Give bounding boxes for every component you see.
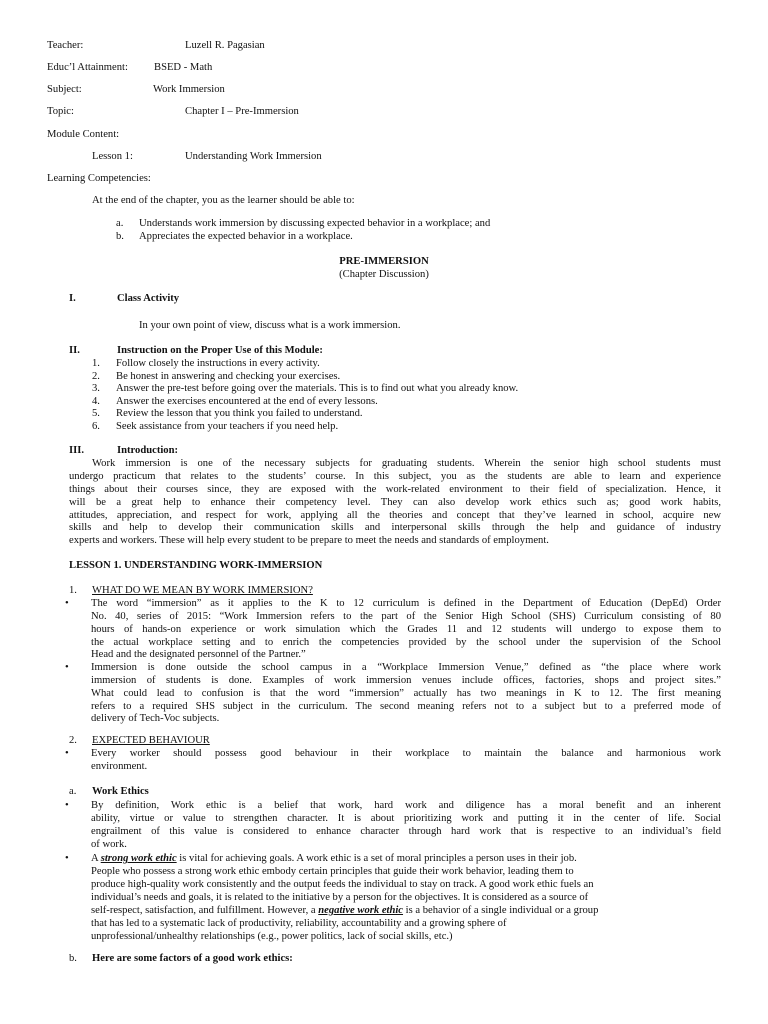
intro-paragraph-line: undergo practicum that relates to the students’ course. In this subject, you as the students are able to learn and experience [69,471,721,482]
teacher-label: Teacher: [47,40,84,51]
sec2-number: II. [69,345,80,356]
s1-b1-line: No. 40, series of 2015: “Work Immersion refers to the part of the Senior High School (SHS) Curriculum consisting of 80 [91,611,721,622]
sb-marker: b. [69,953,77,964]
strong-work-ethic-term: strong work ethic [100,853,177,864]
sa-title: Work Ethics [92,786,149,797]
sec2-item: Seek assistance from your teachers if you need help. [116,421,339,432]
competency-marker-a: a. [116,218,124,229]
sec3-title: Introduction: [117,445,179,456]
intro-paragraph-line: things about their courses since, they are exposed with the work-related environment to their field of specialization. Hence, it [69,484,721,495]
lesson-label: Lesson 1: [92,151,133,162]
negative-work-ethic-term: negative work ethic [318,905,404,916]
sa-b2-rest: is vital for achieving goals. A work ethic is a set of moral principles a person uses in their job. [176,853,577,864]
sa-marker: a. [69,786,77,797]
s1-b1-line: Head and the designated personnel of the Partner.” [91,649,306,660]
sec2-item-num: 4. [92,396,100,407]
lesson1-heading: LESSON 1. UNDERSTANDING WORK-IMMERSION [69,560,323,571]
sa-b2-last-rest: is a behavior of a single individual or a group [403,905,599,916]
sec2-item: Answer the pre-test before going over the materials. This is to find out what you already know. [116,383,519,394]
sec2-item-num: 5. [92,408,100,419]
s1-b2-line: What could lead to confusion is that the word “immersion” actually has two meanings in K to 12. The first meaning [91,688,721,699]
sec1-number: I. [69,293,76,304]
competency-a: Understands work immersion by discussing expected behavior in a workplace; and [139,218,491,229]
bullet-icon: • [65,598,69,609]
s1-b1-line: hours of hands-on experience or work simulation which the Grades 11 and 12 students will undergo to expose them to [91,624,721,635]
sa-b2-line-negative [91,905,598,918]
bullet-icon: • [65,662,69,673]
chapter-title: PRE-IMMERSION [339,256,429,267]
attainment-label: Educ’l Attainment: [47,62,128,73]
s1-b2-line: delivery of Tech-Voc subjects. [91,713,220,724]
chapter-subtitle: (Chapter Discussion) [339,269,429,280]
s1-b2-line: refers to a required SHS subject in the curriculum. The second meaning refers not to a subject but to a preferred mode of [91,701,721,712]
sec2-item: Follow closely the instructions in every activity. [116,358,320,369]
sec2-item: Answer the exercises encountered at the end of every lessons. [116,396,378,407]
s1-b2-line: immersion of students is done. Examples of work immersion venues include offices, factories, shops and project sites.” [91,675,721,686]
bullet-icon: • [65,853,69,864]
intro-paragraph-line: experts and workers. These will help every student to be prepare to meet the needs and standards of employment. [69,535,549,546]
sa-b1-line: engrailment of this value is considered to enhance character through hard work that is respective to an individual’s field [91,826,721,837]
competencies-label: Learning Competencies: [47,173,151,184]
sec3-number: III. [69,445,85,456]
sec2-item: Be honest in answering and checking your exercises. [116,371,341,382]
sa-b1-line: By definition, Work ethic is a belief that work, hard work and diligence has a moral benefit and an inherent [91,800,721,811]
topic-value: Chapter I – Pre-Immersion [185,106,299,117]
sec2-item-num: 6. [92,421,100,432]
sa-b2-first-line [91,853,577,866]
s1-b1-line: the actual workplace setting and to enrich the competencies provided by the school under the supervision of the School [91,637,721,648]
sa-b2-line: unprofessional/unhealthy relationships (e.g., power politics, lack of social skills, etc.) [91,931,453,942]
s1-b2-line: Immersion is done outside the school campus in a “Workplace Immersion Venue,” defined as “the place where work [91,662,721,673]
teacher-value: Luzell R. Pagasian [185,40,265,51]
sec2-item-num: 1. [92,358,100,369]
subject-label: Subject: [47,84,82,95]
intro-paragraph-line: Work immersion is one of the necessary subjects for graduating students. Wherein the senior high school students must [92,458,721,469]
sa-b2-lead: A [91,853,101,864]
bullet-icon: • [65,748,69,759]
sa-b2-last-lead: self-respect, satisfaction, and fulfillment. However, a [91,905,319,916]
sa-b2-line: that has led to a systematic lack of productivity, reliability, accountability and a growing sphere of [91,918,507,929]
s2-heading: EXPECTED BEHAVIOUR [92,735,210,746]
sa-b2-line: produce high-quality work consistently and the output feeds the individual to stay on track. A good work ethic fuels an [91,879,594,890]
intro-paragraph-line: skills and help to develop their communication skills and interpersonal skills through the help and guidance of industry [69,522,721,533]
competency-marker-b: b. [116,231,124,242]
bullet-icon: • [65,800,69,811]
sa-b1-line: of work. [91,839,127,850]
s2-number: 2. [69,735,77,746]
sec2-item: Review the lesson that you think you failed to understand. [116,408,363,419]
topic-label: Topic: [47,106,74,117]
module-label: Module Content: [47,129,120,140]
subject-value: Work Immersion [153,84,225,95]
intro-paragraph-line: will be a great help to enhance their competency level. They can also develop work ethics such as; good work habits, [69,497,721,508]
sa-b1-line: ability, virtue or value to strengthen character. It is about prioritizing work and putting it in the center of life. Social [91,813,721,824]
lesson-value: Understanding Work Immersion [185,151,322,162]
s2-b1-line: environment. [91,761,148,772]
s1-number: 1. [69,585,77,596]
intro-paragraph-line: attitudes, appreciation, and respect for work, applying all the theories and concept that they’ve learned in school, acquire new [69,510,721,521]
sa-b2-line: individual’s needs and goals, it is related to the initiative by a person for the objectives. It is considered as a source of [91,892,589,903]
competency-b: Appreciates the expected behavior in a workplace. [139,231,353,242]
sec1-title: Class Activity [117,293,180,304]
sb-title: Here are some factors of a good work ethics: [92,953,293,964]
s2-b1-line: Every worker should possess good behaviour in their workplace to maintain the balance and harmonious work [91,748,721,759]
s1-heading: WHAT DO WE MEAN BY WORK IMMERSION? [92,585,313,596]
sa-b2-line: People who possess a strong work ethic embody certain principles that guide their work behavior, leading them to [91,866,574,877]
intro-line: At the end of the chapter, you as the learner should be able to: [92,195,355,206]
attainment-value: BSED - Math [154,62,213,73]
sec1-text: In your own point of view, discuss what is a work immersion. [139,320,401,331]
sec2-item-num: 3. [92,383,100,394]
sec2-title: Instruction on the Proper Use of this Module: [117,345,323,356]
sec2-item-num: 2. [92,371,100,382]
s1-b1-line: The word “immersion” as it applies to the K to 12 curriculum is defined in the Department of Education (DepEd) Order [91,598,721,609]
